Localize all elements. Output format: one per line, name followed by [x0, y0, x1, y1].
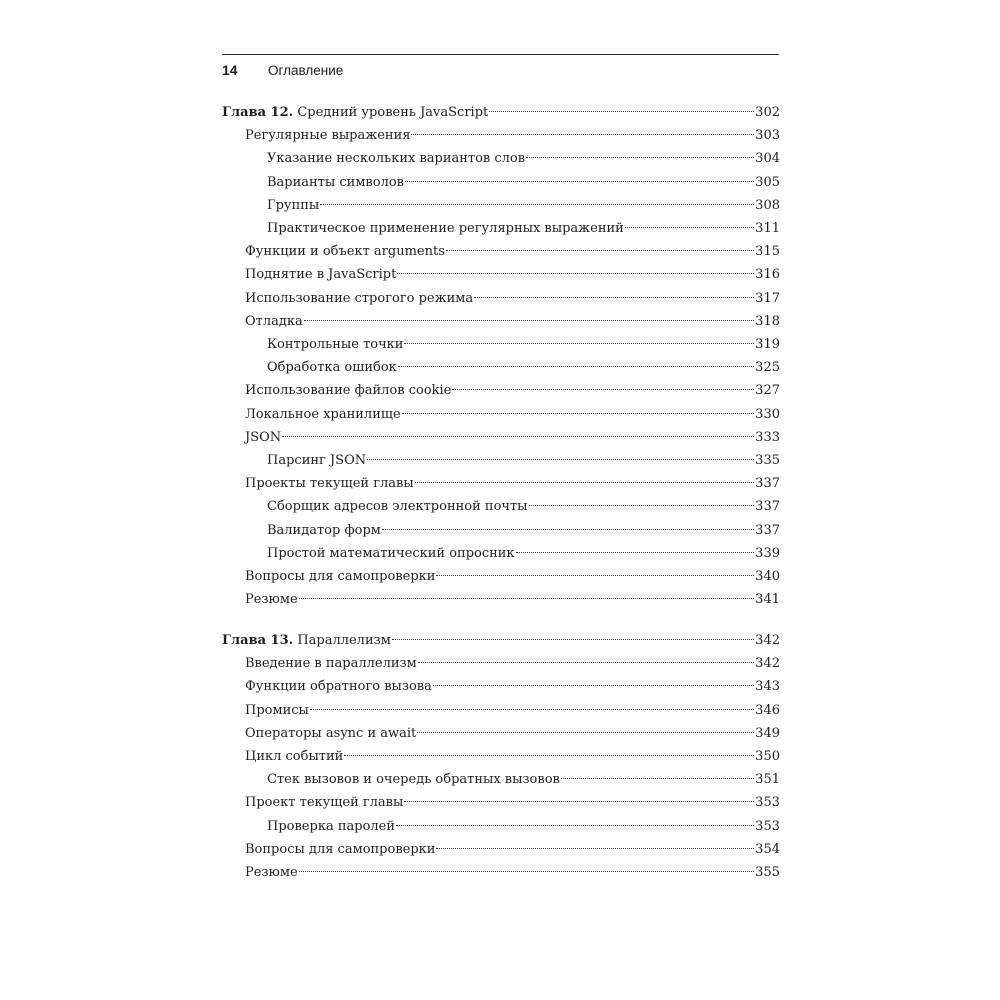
dot-leader	[436, 575, 754, 576]
toc-entry-title: Операторы async и await	[245, 725, 417, 741]
toc-section-entry[interactable]	[245, 723, 780, 745]
dot-leader	[417, 732, 754, 733]
toc-page-number: 337	[755, 522, 780, 538]
toc-section-entry[interactable]	[245, 125, 780, 147]
toc-subsection-entry[interactable]	[267, 218, 780, 240]
dot-leader	[625, 227, 754, 228]
toc-entry-title: Использование строгого режима	[245, 290, 474, 306]
toc-section-entry[interactable]	[245, 311, 780, 333]
dot-leader	[310, 709, 754, 710]
toc-page-number: 335	[755, 453, 780, 468]
toc-entry-title: Проекты текущей главы	[245, 476, 414, 492]
toc-subsection-entry[interactable]	[267, 543, 780, 565]
dot-leader	[561, 778, 754, 779]
toc-page-number: 339	[755, 545, 780, 561]
toc-page-number: 302	[755, 105, 780, 120]
toc-section-entry[interactable]	[245, 700, 780, 722]
toc-section-entry[interactable]	[245, 792, 780, 814]
toc-page-number: 349	[755, 725, 780, 741]
toc-entry-title: Обработка ошибок	[267, 360, 397, 376]
toc-entry-title: Функции и объект arguments	[245, 244, 445, 260]
toc-section-entry[interactable]	[245, 862, 780, 884]
toc-entry-title	[222, 630, 391, 652]
toc-entry-title: Практическое применение регулярных выражений	[267, 221, 624, 236]
toc-subsection-entry[interactable]	[267, 172, 780, 194]
toc-page-number: 333	[755, 429, 780, 445]
toc-entry-title: Отладка	[245, 313, 303, 329]
dot-leader	[452, 389, 754, 390]
page-number: 14	[222, 62, 238, 78]
toc-entry-title: Сборщик адресов электронной почты	[267, 499, 528, 515]
toc-entry-title: Проект текущей главы	[245, 795, 404, 811]
dot-leader	[392, 639, 754, 640]
toc-page-number: 346	[755, 702, 780, 718]
toc-entry-title: Регулярные выражения	[245, 128, 411, 144]
toc-entry-title: Резюме	[245, 865, 298, 880]
toc-page-number: 351	[755, 772, 780, 788]
toc-section-entry[interactable]	[245, 288, 780, 310]
toc-page-number: 308	[755, 197, 780, 213]
toc-entry-title: Цикл событий	[245, 749, 344, 764]
toc-entry-title: Вопросы для самопроверки	[245, 569, 436, 584]
dot-leader	[320, 204, 754, 205]
dot-leader	[282, 436, 754, 437]
toc-page-number: 341	[755, 592, 780, 608]
toc-page-number: 355	[755, 865, 780, 880]
dot-leader	[489, 111, 754, 112]
dot-leader	[398, 366, 754, 367]
toc-entry-title: Резюме	[245, 592, 298, 608]
toc-entry-title: Использование файлов cookie	[245, 383, 452, 399]
chapter-label: Глава 12.	[222, 105, 294, 120]
toc-entry-title: Указание нескольких вариантов слов	[267, 151, 526, 167]
toc-page-number: 342	[755, 633, 780, 648]
dot-leader	[382, 529, 754, 530]
dot-leader	[526, 157, 754, 158]
toc-section-entry[interactable]	[245, 839, 780, 861]
toc-entry-title: Проверка паролей	[267, 818, 396, 834]
toc-page-number: 354	[755, 841, 780, 857]
toc-chapter-heading[interactable]	[222, 630, 780, 652]
dot-leader	[304, 320, 754, 321]
toc-chapter-heading[interactable]	[222, 102, 780, 124]
toc-page-number: 325	[755, 360, 780, 376]
toc-entry-title	[222, 102, 488, 124]
dot-leader	[402, 413, 755, 414]
toc-entry-title: Простой математический опросник	[267, 545, 515, 561]
toc-page-number: 330	[755, 406, 780, 422]
dot-leader	[516, 552, 755, 553]
toc-section-entry[interactable]	[245, 427, 780, 449]
chapter-title: Средний уровень JavaScript	[297, 105, 489, 120]
dot-leader	[418, 662, 754, 663]
toc-entry-title: Вопросы для самопроверки	[245, 841, 436, 857]
dot-leader	[404, 801, 754, 802]
toc-section-entry[interactable]	[245, 676, 780, 698]
toc-page-number: 319	[755, 337, 780, 352]
toc-entry-title: Функции обратного вызова	[245, 679, 432, 695]
toc-entry-title: Валидатор форм	[267, 522, 381, 538]
dot-leader	[299, 871, 755, 872]
toc-section-entry[interactable]	[245, 404, 780, 426]
toc-entry-title: JSON	[245, 429, 282, 445]
running-header-title: Оглавление	[268, 62, 344, 78]
toc-subsection-entry[interactable]	[267, 195, 780, 217]
chapter-label: Глава 13.	[222, 633, 294, 648]
dot-leader	[474, 297, 754, 298]
toc-page-number: 315	[755, 244, 780, 260]
toc-section-entry[interactable]	[245, 473, 780, 495]
dot-leader	[529, 505, 755, 506]
header-rule	[222, 54, 779, 55]
dot-leader	[433, 685, 754, 686]
toc-subsection-entry[interactable]	[267, 450, 780, 472]
toc-page-number: 342	[755, 656, 780, 672]
toc-page-number: 316	[755, 267, 780, 283]
toc-subsection-entry[interactable]	[267, 769, 780, 791]
toc-section-entry[interactable]	[245, 380, 780, 402]
toc-entry-title: Промисы	[245, 702, 309, 718]
toc-page-number: 311	[755, 221, 780, 236]
toc-page-number: 353	[755, 795, 780, 811]
toc-subsection-entry[interactable]	[267, 357, 780, 379]
toc-subsection-entry[interactable]	[267, 496, 780, 518]
toc-page-number: 327	[755, 383, 780, 399]
toc-page-number: 337	[755, 476, 780, 492]
toc-subsection-entry[interactable]	[267, 520, 780, 542]
toc-page-number: 303	[755, 128, 780, 144]
toc-section-entry[interactable]	[245, 653, 780, 675]
dot-leader	[344, 755, 754, 756]
toc-page-number: 340	[755, 569, 780, 584]
toc-entry-title: Стек вызовов и очередь обратных вызовов	[267, 772, 560, 788]
toc-subsection-entry[interactable]	[267, 334, 780, 356]
toc-section-entry[interactable]	[245, 264, 780, 286]
dot-leader	[367, 459, 754, 460]
toc-entry-title: Варианты символов	[267, 174, 404, 190]
running-header	[222, 60, 343, 80]
toc-page-number: 304	[755, 151, 780, 167]
toc-entry-title: Поднятие в JavaScript	[245, 267, 397, 283]
toc-section-entry[interactable]	[245, 566, 780, 588]
toc-section-entry[interactable]	[245, 589, 780, 611]
toc-entry-title: Парсинг JSON	[267, 453, 367, 468]
toc-entry-title: Контрольные точки	[267, 337, 404, 352]
dot-leader	[299, 598, 755, 599]
toc-subsection-entry[interactable]	[267, 148, 780, 170]
chapter-title: Параллелизм	[297, 633, 391, 648]
toc-subsection-entry[interactable]	[267, 816, 780, 838]
toc-page-number: 343	[755, 679, 780, 695]
toc-page-number: 337	[755, 499, 780, 515]
toc-page-number: 353	[755, 818, 780, 834]
toc-entry-title: Локальное хранилище	[245, 406, 401, 422]
toc-entry-title: Введение в параллелизм	[245, 656, 417, 672]
dot-leader	[396, 825, 754, 826]
toc-section-entry[interactable]	[245, 241, 780, 263]
toc-page-number: 350	[755, 749, 780, 764]
dot-leader	[415, 482, 754, 483]
dot-leader	[436, 848, 754, 849]
toc-page-number: 318	[755, 313, 780, 329]
toc-entry-title: Группы	[267, 197, 320, 213]
toc-page-number: 305	[755, 174, 780, 190]
dot-leader	[404, 343, 754, 344]
dot-leader	[405, 181, 754, 182]
toc-section-entry[interactable]	[245, 746, 780, 768]
dot-leader	[397, 273, 754, 274]
dot-leader	[446, 250, 754, 251]
toc-page-number: 317	[755, 290, 780, 306]
dot-leader	[411, 134, 754, 135]
